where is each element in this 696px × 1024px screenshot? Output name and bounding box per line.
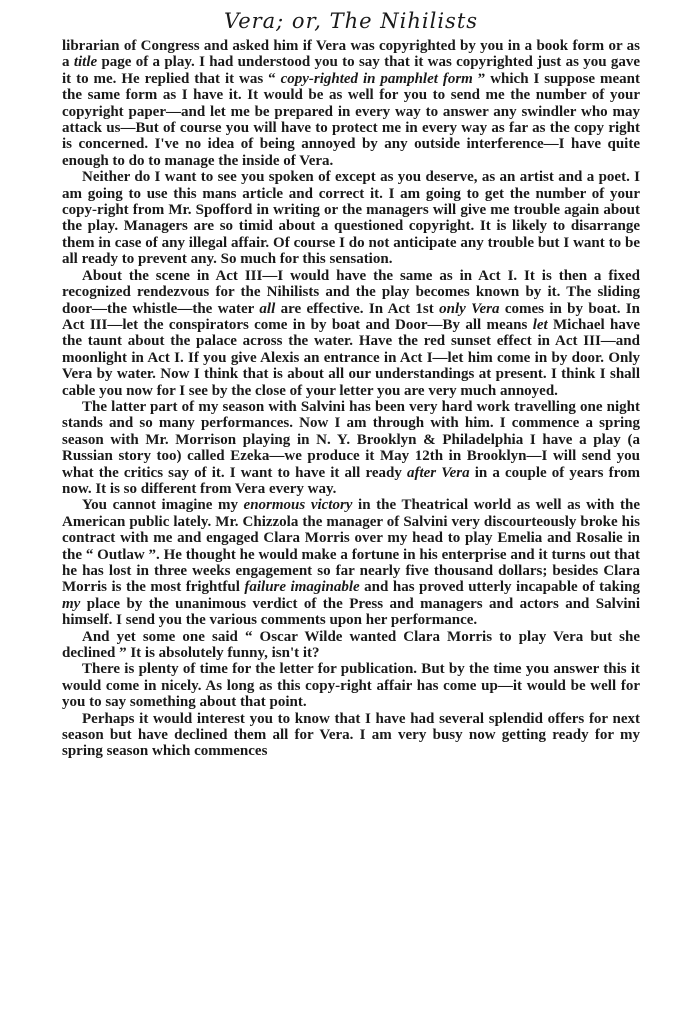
emphasis-text: failure imaginable — [244, 579, 360, 596]
paragraph — [62, 661, 640, 710]
emphasis-text: my — [62, 595, 81, 612]
text-run: The latter part of my season with Salvini has been very hard work travelling one night stands and so many performances. Now I am through with him. I commence a spring season with Mr. Morrison playing in N. Y. Brooklyn & Philadelphia I have a play (a Russian story too) called Ezeka—we produce it May 12th in Brooklyn—I will send you what the critics say of it. I want to have it all ready — [62, 398, 640, 481]
paragraph — [62, 497, 640, 628]
text-run: You cannot imagine my — [82, 497, 244, 514]
text-run: There is plenty of time for the letter for publication. But by the time you answer this it would come in nicely. As long as this copy-right affair has come up—it would be well for you to say something about that point. — [62, 661, 640, 711]
text-run: librarian of Congress and asked him if Vera was copyrighted by you in a book form or as a — [62, 38, 640, 71]
emphasis-text: after Vera — [406, 464, 470, 481]
book-page — [62, 6, 640, 760]
paragraph — [62, 268, 640, 399]
emphasis-text: all — [259, 300, 276, 317]
text-run: and has proved utterly incapable of taking — [359, 579, 640, 596]
text-run: in a couple of years from now. It is so different from Vera every way. — [62, 464, 641, 497]
letter-body — [62, 38, 640, 760]
text-run: ” which I suppose meant the same form as I have it. It would be as well for you to send me the number of your copyright paper—and let me be prepared in every way to answer any swindler who may attack us—But of course you will have to protect me in every way as far as the copy right is concerned. I've no idea of being annoyed by any outside interference—I have quite enough to do to manage the inside of Vera. — [62, 70, 640, 169]
text-run: page of a play. I had understood you to say that it was copyrighted just as you gave it to me. He replied that it was “ — [62, 54, 641, 87]
text-run: Michael have the taunt about the palace across the water. Have the red sunset effect in Act III—and moonlight in Act I. If you give Alexis an entrance in Act I—let him come in by door. Only Vera by water. Now I think that is about all our understandings at present. I think I shall cable you now for I see by the close of your letter you are very much annoyed. — [62, 316, 641, 399]
text-run: Neither do I want to see you spoken of except as you deserve, as an artist and a poet. I am going to use this mans article and correct it. I am going to get the number of your copy-right from Mr. Spofford in writing or the managers will give me trouble again about the play. Managers are so timid about a questioned copyright. It is likely to disarrange them in case of any illegal affair. Of course I do not anticipate any trouble but I want to be all ready to prevent any. So much for this sensation. — [62, 169, 640, 268]
emphasis-text: only Vera — [439, 300, 500, 317]
paragraph — [62, 629, 640, 662]
text-run: place by the unanimous verdict of the Press and managers and actors and Salvini himself. I send you the various comments upon her performance. — [62, 595, 640, 629]
running-head: Vera; or, The Nihilists — [223, 9, 479, 33]
paragraph — [62, 38, 640, 169]
text-run: And yet some one said “ Oscar Wilde wanted Clara Morris to play Vera but she declined ” It is absolutely funny, isn't it? — [62, 628, 640, 662]
emphasis-text: enormous victory — [243, 497, 353, 514]
emphasis-text: let — [532, 316, 548, 333]
emphasis-text: title — [73, 54, 98, 71]
text-run: Perhaps it would interest you to know that I have had several splendid offers for next season but have declined them all for Vera. I am very busy now getting ready for my spring season which commences — [62, 710, 640, 760]
text-run: are effective. In Act 1st — [275, 300, 440, 317]
text-run: in the Theatrical world as well as with the American public lately. Mr. Chizzola the manager of Salvini very discourteously broke his contract with me and engaged Clara Morris over my head to play Emelia and Rosalie in the “ Outlaw ”. He thought he would make a fortune in his enterprise and it turns out that he has lost in three weeks engagement so far nearly five thousand dollars; besides Clara Morris is the most frightful — [62, 497, 640, 596]
paragraph — [62, 711, 640, 760]
paragraph — [62, 399, 640, 497]
text-run: About the scene in Act III—I would have the same as in Act I. It is then a fixed recognized rendezvous for the Nihilists and the play becomes known by it. The sliding door—the whistle—the water — [62, 267, 640, 317]
text-run: comes in by boat. In Act III—let the conspirators come in by boat and Door—By all means — [62, 300, 640, 333]
emphasis-text: copy-righted in pamphlet form — [280, 70, 473, 87]
paragraph — [62, 169, 640, 267]
